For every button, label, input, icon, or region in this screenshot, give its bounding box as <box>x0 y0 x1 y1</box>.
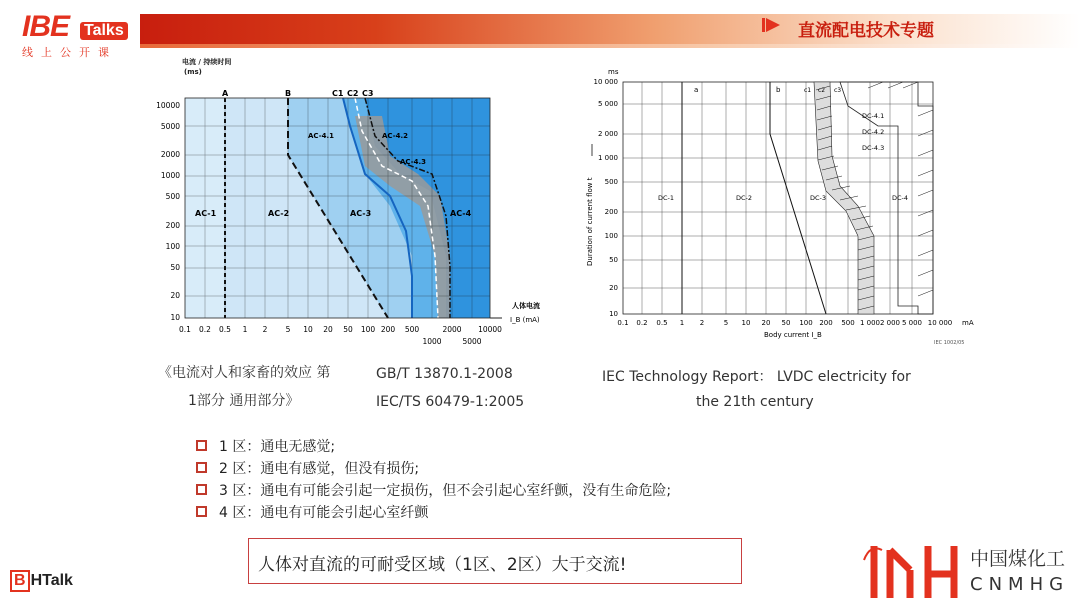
ac-xtick: 5000 <box>462 337 482 346</box>
dc-zone-label-1: DC-1 <box>658 194 675 202</box>
ac-ytick: 1000 <box>160 171 180 180</box>
dc-xtick: 200 <box>819 319 833 327</box>
ac-curve-label-c3: C3 <box>362 89 374 98</box>
ac-xtick: 50 <box>343 325 353 334</box>
ac-xtick: 20 <box>323 325 333 334</box>
ac-xtick: 2000 <box>442 325 462 334</box>
ac-xticks <box>179 325 502 346</box>
ac-zone-label-3: AC-3 <box>350 209 372 218</box>
dc-ytick: 2 000 <box>597 130 618 138</box>
bullet-text: 4 区：通电有可能会引起心室纤颤 <box>219 505 429 521</box>
bullet-zone-1 <box>196 436 335 456</box>
dc-xtick: 2 000 <box>879 319 901 327</box>
dc-ytick: 5 000 <box>597 100 618 108</box>
header-band <box>140 14 1080 44</box>
ac-ytick: 500 <box>165 192 180 201</box>
ac-curve-label-c1: C1 <box>332 89 344 98</box>
callout-text: 人体对直流的可耐受区域（1区、2区）大于交流! <box>258 555 627 575</box>
dc-xtick: 10 <box>741 319 751 327</box>
ac-curve-label-b: B <box>285 89 292 98</box>
ac-xtick: 0.1 <box>179 325 191 334</box>
bhtalk-logo-text: HTalk <box>30 572 73 589</box>
title-arrow-icon <box>766 18 780 32</box>
ac-xunit: I_B (mA) <box>510 316 540 324</box>
dc-xtick: 0.5 <box>656 319 668 327</box>
ac-ytick: 100 <box>165 242 180 251</box>
dc-ytick: 20 <box>609 284 618 292</box>
cnmhg-logo-icon <box>862 540 966 602</box>
dc-xunit: mA <box>962 319 974 327</box>
dc-ytick: 10 000 <box>593 78 618 86</box>
dc-ytick: 50 <box>609 256 618 264</box>
ac-zone-label-4-1: AC-4.1 <box>308 132 335 140</box>
bhtalk-logo-b: B <box>10 570 30 592</box>
cnmhg-name-cn: 中国煤化工 <box>970 548 1066 570</box>
ac-xtick: 2 <box>262 325 268 334</box>
ac-ytick: 5000 <box>160 122 180 131</box>
caption-iec-line2: the 21th century <box>696 394 814 410</box>
ac-ytick: 2000 <box>160 150 180 159</box>
ac-zone-label-1: AC-1 <box>195 209 217 218</box>
ac-xtick: 100 <box>360 325 376 334</box>
dc-xticks <box>617 319 952 327</box>
bullet-zone-3 <box>196 480 671 500</box>
page-title: 直流配电技术专题 <box>798 21 934 41</box>
caption-left-line2: 1部分 通用部分》 <box>188 393 300 409</box>
ac-ylabel: 电流 / 持续时间 <box>182 58 232 66</box>
dc-zone-label-4: DC-4 <box>892 194 909 202</box>
ac-xtick: 10000 <box>478 325 502 334</box>
header-underline <box>140 44 1080 48</box>
dc-curve-label-c2: c2 <box>818 87 826 94</box>
dc-curve-label-b: b <box>776 86 781 94</box>
caption-iec-line1: IEC Technology Report： LVDC electricity for <box>602 369 911 385</box>
ac-xtick: 0.5 <box>219 325 231 334</box>
dc-zone-label-4-1: DC-4.1 <box>862 112 885 120</box>
ac-yunit: (ms) <box>184 68 202 76</box>
dc-xtick: 2 <box>699 319 705 327</box>
dc-xtick: 50 <box>781 319 791 327</box>
dc-zone-label-3: DC-3 <box>810 194 827 202</box>
ac-xlabel: 人体电流 <box>512 302 540 310</box>
ac-xtick: 0.2 <box>199 325 211 334</box>
dc-xtick: 100 <box>799 319 813 327</box>
bullet-zone-4 <box>196 502 428 522</box>
ac-zone-label-4: AC-4 <box>450 209 472 218</box>
dc-ylabel: Duration of current flow t <box>586 177 594 266</box>
dc-zone-label-2: DC-2 <box>736 194 753 202</box>
dc-ytick: 500 <box>604 178 618 186</box>
dc-xtick: 500 <box>841 319 855 327</box>
logo-ibe: IBE <box>22 10 70 43</box>
bullet-square-icon <box>196 484 207 495</box>
ac-xtick: 500 <box>404 325 420 334</box>
title-bar-icon <box>762 18 765 32</box>
bullet-square-icon <box>196 506 207 517</box>
dc-xtick: 1 <box>679 319 685 327</box>
dc-ytick: 10 <box>609 310 618 318</box>
bullet-square-icon <box>196 440 207 451</box>
bullet-text: 2 区：通电有感觉，但没有损伤; <box>219 461 420 477</box>
caption-left-line1: 《电流对人和家畜的效应 第 <box>158 365 331 381</box>
ac-zone-label-4-2: AC-4.2 <box>382 132 409 140</box>
dc-ref: IEC 1002/05 <box>934 340 965 346</box>
cnmhg-name-en: CNMHG <box>970 574 1070 595</box>
dc-ytick: 100 <box>604 232 618 240</box>
dc-xtick: 1 000 <box>859 319 881 327</box>
ac-xtick: 200 <box>380 325 396 334</box>
ac-ytick: 200 <box>165 221 180 230</box>
ac-xtick: 1000 <box>422 337 442 346</box>
dc-yticks <box>594 78 619 318</box>
dc-curve-label-c1: c1 <box>804 87 812 94</box>
dc-xtick: 20 <box>761 319 771 327</box>
ac-ytick: 10 <box>170 313 180 322</box>
ac-ytick: 50 <box>170 263 180 272</box>
bullet-text: 3 区：通电有可能会引起一定损伤，但不会引起心室纤颤，没有生命危险; <box>219 483 672 499</box>
ac-xtick: 1 <box>242 325 248 334</box>
ac-zone-label-2: AC-2 <box>268 209 290 218</box>
ac-zone-chart <box>150 56 550 346</box>
ac-xtick: 5 <box>285 325 291 334</box>
ac-curve-label-a: A <box>222 89 229 98</box>
dc-ytick: 200 <box>604 208 618 216</box>
dc-ytick: 1 000 <box>597 154 618 162</box>
ac-curve-label-c2: C2 <box>347 89 359 98</box>
ac-xtick: 10 <box>303 325 313 334</box>
bullet-zone-2 <box>196 458 419 478</box>
dc-curve-label-c3: c3 <box>834 87 842 94</box>
ac-yticks <box>156 101 180 322</box>
dc-zone-label-4-2: DC-4.2 <box>862 128 885 136</box>
bullet-square-icon <box>196 462 207 473</box>
dc-xtick: 10 000 <box>927 319 953 327</box>
dc-yunit: ms <box>608 68 619 76</box>
dc-xtick: 5 <box>723 319 729 327</box>
dc-band-outer <box>840 82 933 314</box>
dc-curve-label-a: a <box>694 86 699 94</box>
logo-subtitle: 线上公开课 <box>22 46 117 59</box>
logo-talks: Talks <box>80 22 128 40</box>
bullet-text: 1 区：通电无感觉; <box>219 439 336 455</box>
dc-xtick: 0.2 <box>636 319 648 327</box>
ac-ytick: 20 <box>170 291 180 300</box>
bhtalk-logo <box>10 570 73 592</box>
caption-standard-2: IEC/TS 60479-1:2005 <box>376 394 525 410</box>
dc-xlabel: Body current I_B <box>764 331 822 339</box>
dc-zone-chart <box>578 66 978 346</box>
dc-zone-label-4-3: DC-4.3 <box>862 144 885 152</box>
dc-xtick: 0.1 <box>617 319 629 327</box>
caption-standard-1: GB/T 13870.1-2008 <box>376 366 513 382</box>
ac-ytick: 10000 <box>156 101 180 110</box>
ac-zone-label-4-3: AC-4.3 <box>400 158 427 166</box>
dc-xtick: 5 000 <box>901 319 923 327</box>
